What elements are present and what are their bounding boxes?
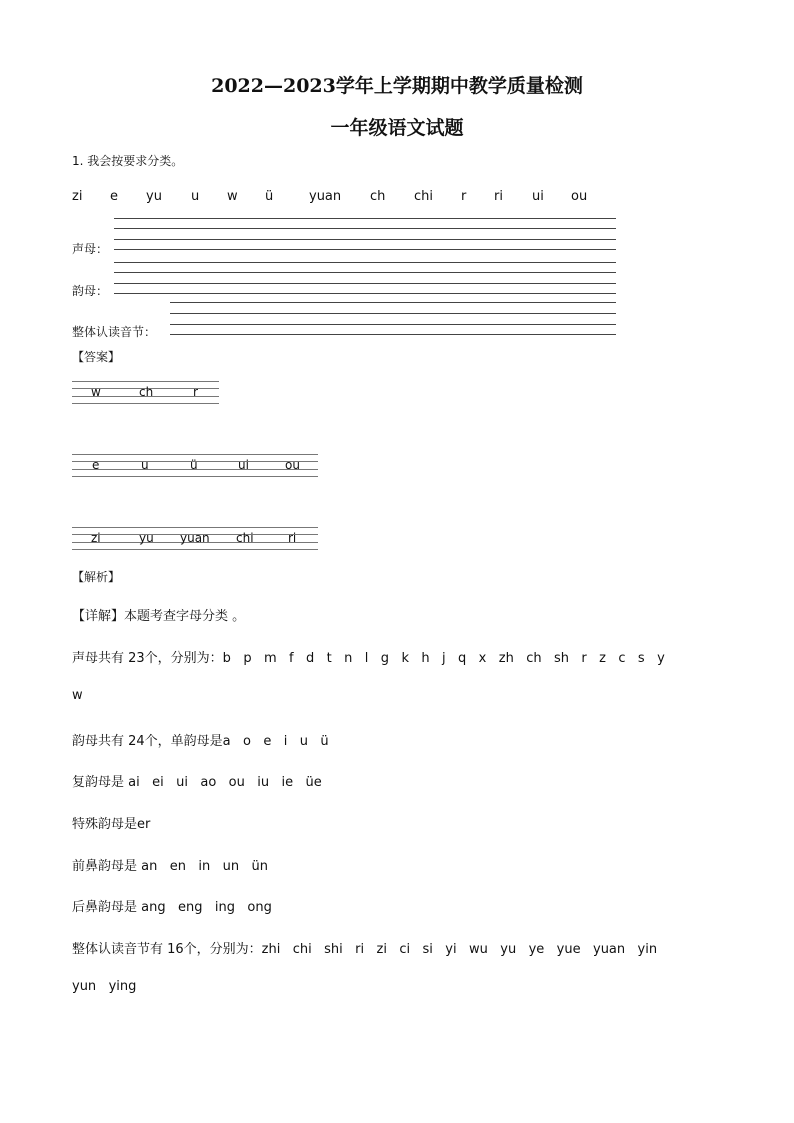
yunmu-compound-list: 复韵母是 ai ei ui ao ou iu ie üe [72,775,322,790]
shengmu-list: 声母共有 23个，分别为：b p m f d t n l g k h j q x zh ch sh r z c s y [72,651,665,666]
yunmu-front-nasal-list: 前鼻韵母是 an en in un ün [72,859,268,874]
letter-item: ui [532,189,544,204]
answer-item: r [193,385,198,399]
zhengti-label: 整体认读音节： [72,325,157,339]
letter-item: u [191,189,200,204]
answer-item: e [92,458,100,472]
letter-item: r [461,189,467,204]
answer-item: zi [91,531,101,545]
letter-item: yu [146,189,162,204]
letter-item: e [110,189,118,204]
answer-item: ou [285,458,300,472]
shengmu-writing-lines[interactable] [114,218,616,258]
letter-item: ri [494,189,503,204]
answer-item: u [141,458,149,472]
analysis-heading: 【解析】 [72,570,121,584]
answer-item: w [91,385,101,399]
yunmu-single-list: 韵母共有 24个，单韵母是a o e i u ü [72,734,329,749]
letter-item: ü [265,189,274,204]
zhengti-list: 整体认读音节有 16个，分别为：zhi chi shi ri zi ci si yi wu yu ye yue yuan yin [72,942,658,957]
zhengti-list-continued: yun ying [72,979,137,994]
answer-heading: 【答案】 [72,350,121,364]
yunmu-special-list: 特殊韵母是er [72,817,151,832]
letter-item: chi [414,189,433,204]
zhengti-writing-lines[interactable] [170,302,616,342]
letter-item: yuan [309,189,342,204]
answer-item: ui [238,458,249,472]
yunmu-label: 韵母： [72,284,109,298]
letter-item: ou [571,189,588,204]
yunmu-writing-lines[interactable] [114,262,616,302]
analysis-detail: 【详解】本题考查字母分类 。 [72,609,246,624]
letter-item: w [227,189,238,204]
question-prompt: 1. 我会按要求分类。 [72,154,184,168]
answer-item: yuan [180,531,210,545]
answer-item: chi [236,531,254,545]
letter-item: ch [370,189,386,204]
answer-item: ri [288,531,297,545]
letter-item: zi [72,189,83,204]
page-title: 2022—2023学年上学期期中教学质量检测 [211,75,583,97]
shengmu-label: 声母： [72,242,109,256]
answer-item: ch [139,385,154,399]
yunmu-back-nasal-list: 后鼻韵母是 ang eng ing ong [72,900,272,915]
answer-item: ü [190,458,198,472]
shengmu-list-continued: w [72,688,83,703]
answer-item: yu [139,531,154,545]
page-subtitle: 一年级语文试题 [330,117,464,139]
